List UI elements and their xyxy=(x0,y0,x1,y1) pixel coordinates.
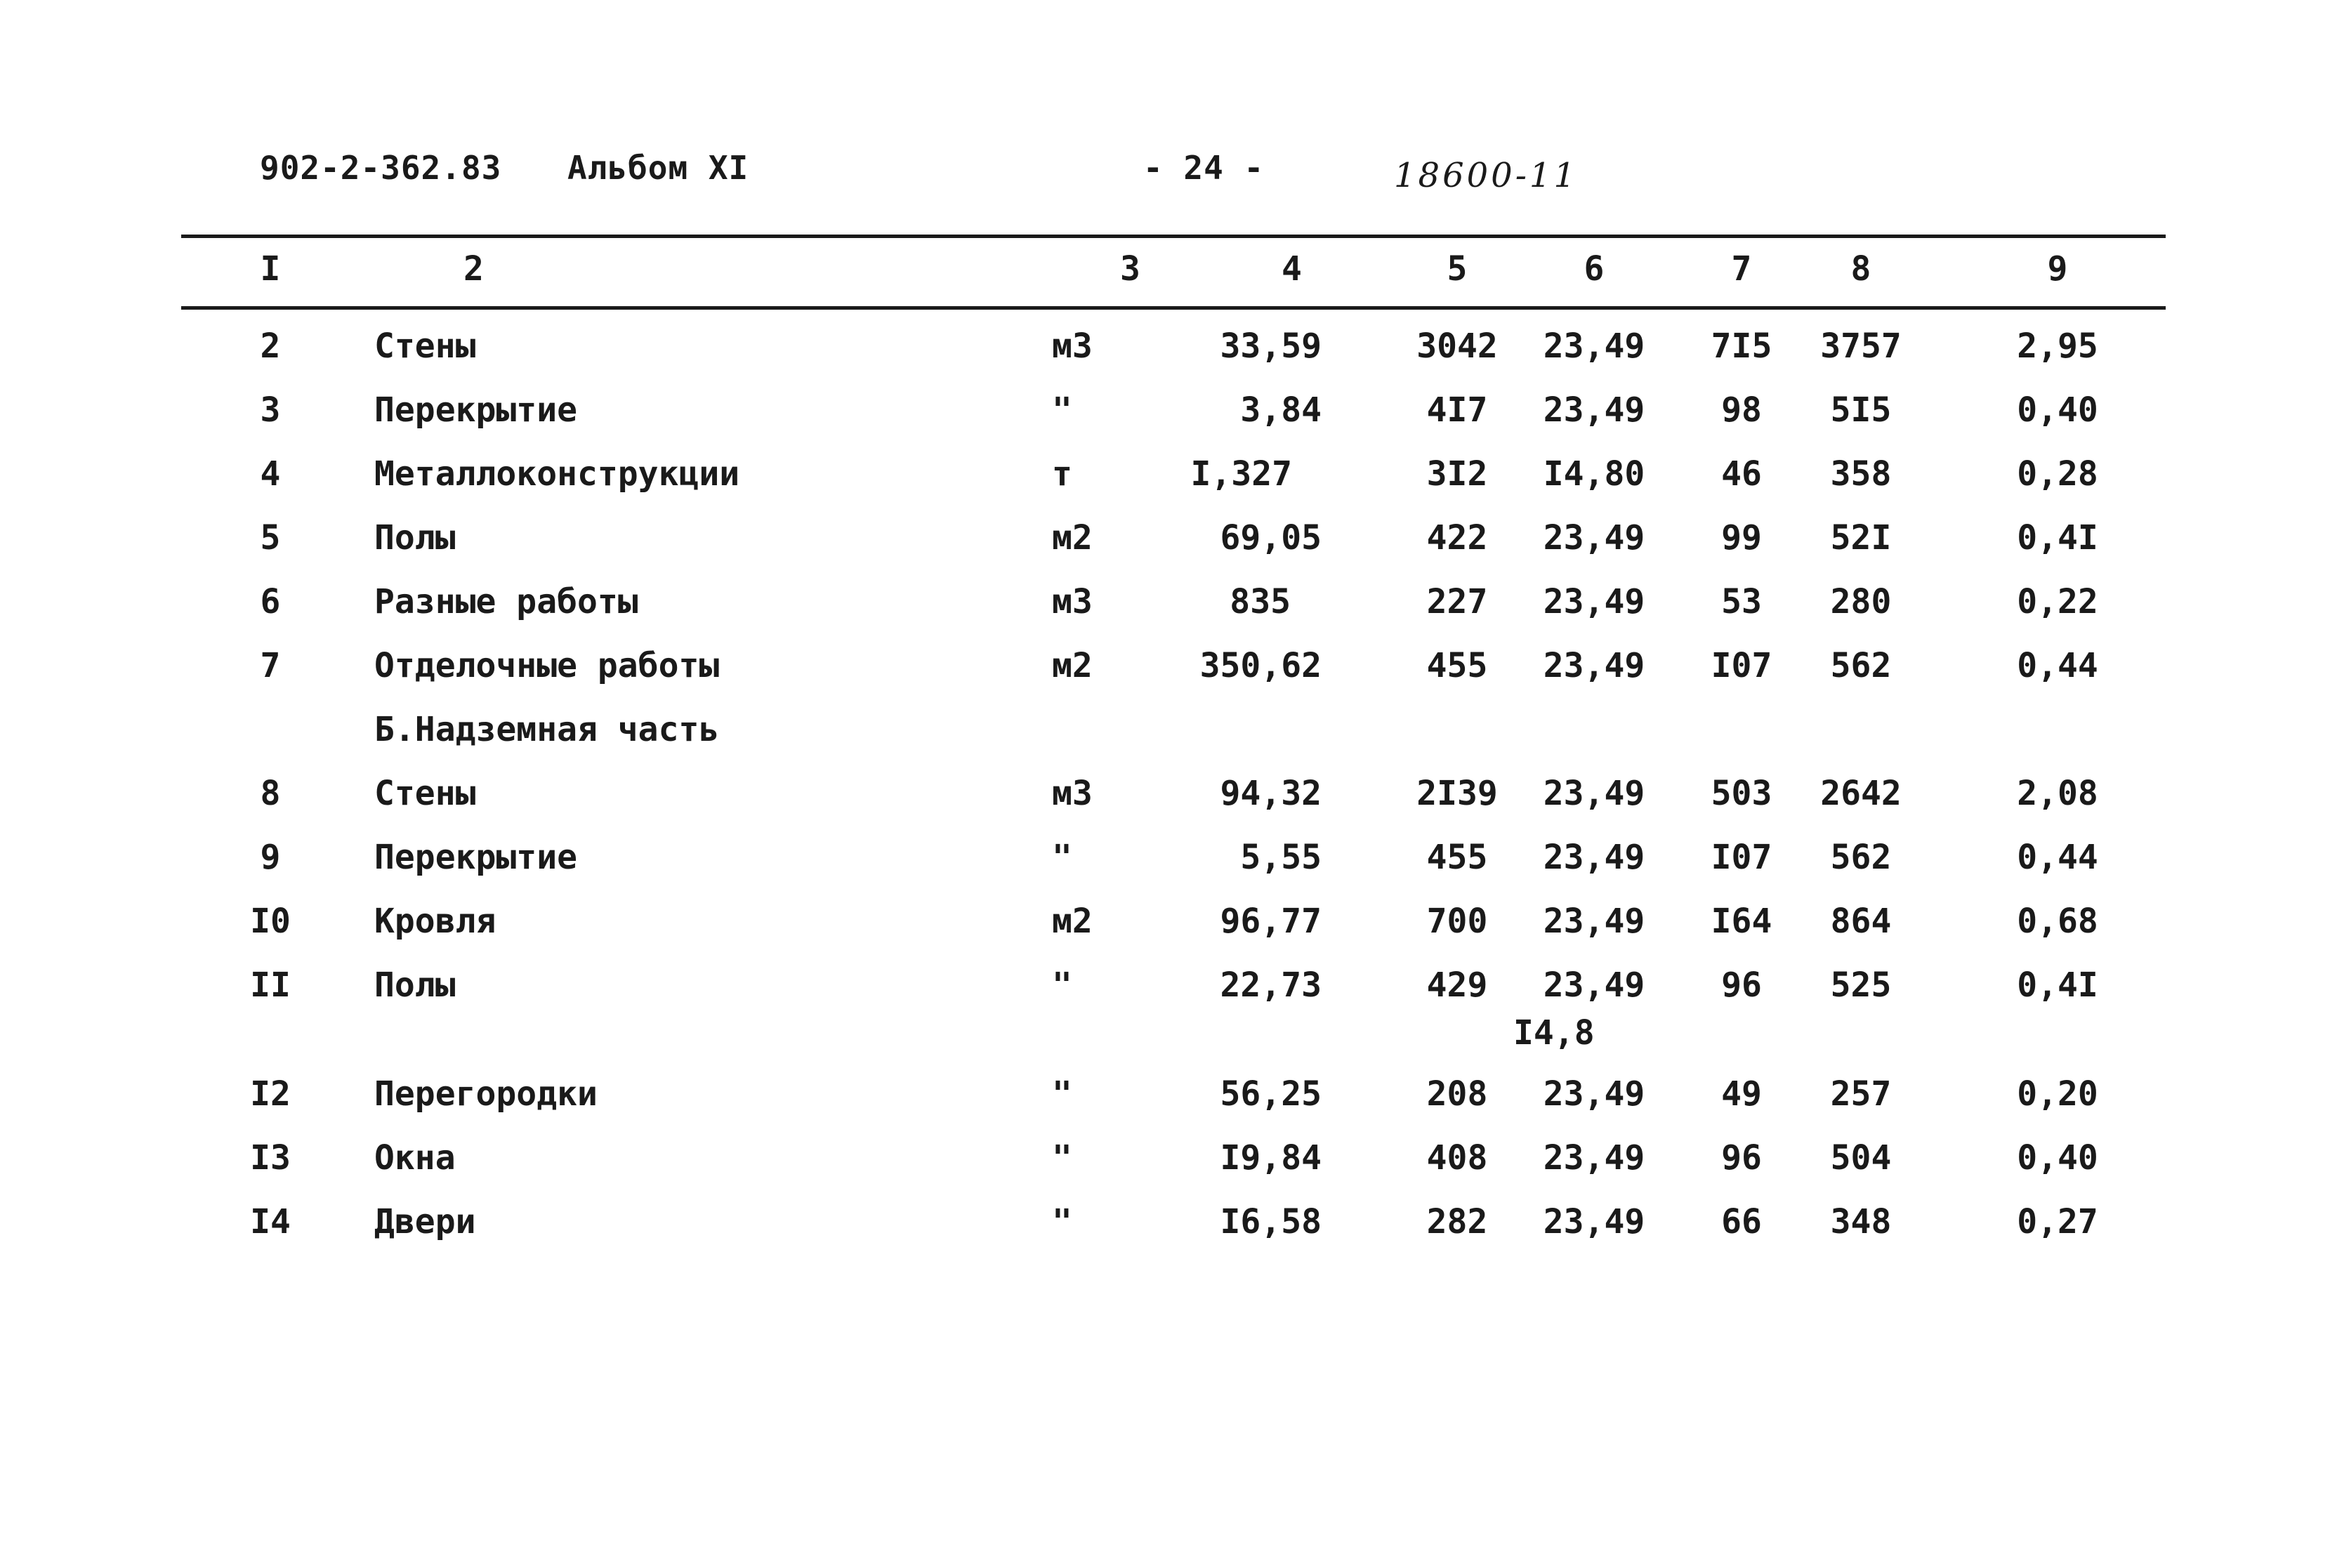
unit: м3 xyxy=(1052,774,1093,813)
value-col6: 23,49 xyxy=(1543,902,1645,941)
value-col5: 422 xyxy=(1426,518,1488,558)
quantity: 69,05 xyxy=(1220,518,1322,558)
unit: м2 xyxy=(1052,646,1093,685)
value-col7: 96 xyxy=(1721,1138,1762,1178)
row-number: 9 xyxy=(260,838,281,877)
value-col9: 0,28 xyxy=(2017,454,2098,494)
value-col9: 0,22 xyxy=(2017,582,2098,621)
work-name: Полы xyxy=(374,966,456,1005)
value-col6: 23,49 xyxy=(1543,1202,1645,1241)
value-col9: 0,40 xyxy=(2017,390,2098,430)
value-col7: 99 xyxy=(1721,518,1762,558)
section-heading-row xyxy=(0,710,2330,773)
work-name: Стены xyxy=(374,774,476,813)
value-col6: 23,49 xyxy=(1543,646,1645,685)
value-col8: 2642 xyxy=(1820,774,1902,813)
value-col8: 358 xyxy=(1830,454,1892,494)
table-row xyxy=(0,1138,2330,1201)
value-col5: 429 xyxy=(1426,966,1488,1005)
value-col7: 503 xyxy=(1711,774,1772,813)
table-row xyxy=(0,774,2330,837)
value-col6: 23,49 xyxy=(1543,966,1645,1005)
table-row xyxy=(0,966,2330,1029)
quantity: 33,59 xyxy=(1220,327,1322,366)
handwritten-inventory-number: 18600-11 xyxy=(1394,156,1578,195)
column-header: I xyxy=(260,249,281,289)
value-col6: 23,49 xyxy=(1543,390,1645,430)
row-number: I3 xyxy=(250,1138,291,1178)
quantity: 22,73 xyxy=(1220,966,1322,1005)
value-col5: 208 xyxy=(1426,1074,1488,1114)
section-heading: Б.Надземная часть xyxy=(374,710,720,749)
table-row xyxy=(0,1074,2330,1138)
unit: " xyxy=(1052,390,1072,430)
value-col6: 23,49 xyxy=(1543,838,1645,877)
value-col8: 562 xyxy=(1830,838,1892,877)
value-col5: 3I2 xyxy=(1426,454,1488,494)
value-col9: 0,27 xyxy=(2017,1202,2098,1241)
value-col5: 2I39 xyxy=(1416,774,1498,813)
quantity: 96,77 xyxy=(1220,902,1322,941)
value-col6: 23,49 xyxy=(1543,327,1645,366)
row-number: I2 xyxy=(250,1074,291,1114)
value-col7: 98 xyxy=(1721,390,1762,430)
row-number: 5 xyxy=(260,518,281,558)
table-row xyxy=(0,838,2330,901)
value-col8: 525 xyxy=(1830,966,1892,1005)
value-col5: 4I7 xyxy=(1426,390,1488,430)
value-col8: 504 xyxy=(1830,1138,1892,1178)
value-col7: 7I5 xyxy=(1711,327,1772,366)
value-col6: 23,49 xyxy=(1543,774,1645,813)
document-code: 902-2-362.83 xyxy=(260,149,502,187)
value-col8: 280 xyxy=(1830,582,1892,621)
column-header: 5 xyxy=(1447,249,1468,289)
value-col6: 23,49 xyxy=(1543,1138,1645,1178)
value-col8: 5I5 xyxy=(1830,390,1892,430)
value-col8: 52I xyxy=(1830,518,1892,558)
value-col9: 0,68 xyxy=(2017,902,2098,941)
quantity: 94,32 xyxy=(1220,774,1322,813)
value-col6: I4,80 xyxy=(1543,454,1645,494)
value-col8: 864 xyxy=(1830,902,1892,941)
value-col9: 0,4I xyxy=(2017,518,2098,558)
unit: м2 xyxy=(1052,902,1093,941)
unit: т xyxy=(1052,454,1072,494)
value-col5: 227 xyxy=(1426,582,1488,621)
column-header: 8 xyxy=(1850,249,1871,289)
table-row xyxy=(0,454,2330,518)
quantity: 835 xyxy=(1230,582,1291,621)
value-col5: 408 xyxy=(1426,1138,1488,1178)
work-name: Кровля xyxy=(374,902,496,941)
table-top-rule xyxy=(181,235,2166,238)
value-col6: 23,49 xyxy=(1543,518,1645,558)
column-header: 6 xyxy=(1584,249,1605,289)
column-header: 9 xyxy=(2047,249,2068,289)
value-col6: 23,49 xyxy=(1543,1074,1645,1114)
value-col7: 49 xyxy=(1721,1074,1762,1114)
unit: м3 xyxy=(1052,327,1093,366)
work-name: Разные работы xyxy=(374,582,638,621)
page-number: - 24 - xyxy=(1143,149,1265,187)
value-col7: I07 xyxy=(1711,838,1772,877)
value-col7: 53 xyxy=(1721,582,1762,621)
row-number: 7 xyxy=(260,646,281,685)
value-col8: 257 xyxy=(1830,1074,1892,1114)
row-11-extra-value: I4,8 xyxy=(1513,1013,1595,1053)
row-number: 6 xyxy=(260,582,281,621)
value-col8: 3757 xyxy=(1820,327,1902,366)
quantity: 56,25 xyxy=(1220,1074,1322,1114)
value-col7: 96 xyxy=(1721,966,1762,1005)
work-name: Перекрытие xyxy=(374,390,577,430)
value-col6: 23,49 xyxy=(1543,582,1645,621)
unit: " xyxy=(1052,838,1072,877)
row-number: II xyxy=(250,966,291,1005)
value-col5: 282 xyxy=(1426,1202,1488,1241)
value-col7: I64 xyxy=(1711,902,1772,941)
quantity: I6,58 xyxy=(1220,1202,1322,1241)
value-col9: 2,95 xyxy=(2017,327,2098,366)
column-header: 7 xyxy=(1731,249,1752,289)
value-col9: 0,20 xyxy=(2017,1074,2098,1114)
unit: " xyxy=(1052,1138,1072,1178)
work-name: Отделочные работы xyxy=(374,646,720,685)
table-header-row xyxy=(0,249,2330,312)
value-col5: 455 xyxy=(1426,838,1488,877)
value-col9: 0,4I xyxy=(2017,966,2098,1005)
unit: " xyxy=(1052,966,1072,1005)
quantity: I,327 xyxy=(1190,454,1292,494)
value-col9: 0,44 xyxy=(2017,838,2098,877)
table-row xyxy=(0,646,2330,709)
quantity: 5,55 xyxy=(1240,838,1322,877)
work-name: Перекрытие xyxy=(374,838,577,877)
table-row xyxy=(0,1202,2330,1265)
value-col5: 700 xyxy=(1426,902,1488,941)
row-number: 2 xyxy=(260,327,281,366)
table-row xyxy=(0,390,2330,454)
work-name: Двери xyxy=(374,1202,476,1241)
value-col5: 455 xyxy=(1426,646,1488,685)
table-row xyxy=(0,518,2330,581)
album-label: Альбом XI xyxy=(567,149,749,187)
table-row xyxy=(0,902,2330,965)
row-number: I0 xyxy=(250,902,291,941)
unit: м3 xyxy=(1052,582,1093,621)
value-col7: 46 xyxy=(1721,454,1762,494)
value-col9: 2,08 xyxy=(2017,774,2098,813)
work-name: Перегородки xyxy=(374,1074,598,1114)
table-row xyxy=(0,582,2330,645)
value-col5: 3042 xyxy=(1416,327,1498,366)
unit: " xyxy=(1052,1202,1072,1241)
value-col8: 348 xyxy=(1830,1202,1892,1241)
work-name: Металлоконструкции xyxy=(374,454,740,494)
row-number: 3 xyxy=(260,390,281,430)
value-col9: 0,40 xyxy=(2017,1138,2098,1178)
unit: м2 xyxy=(1052,518,1093,558)
column-header: 4 xyxy=(1282,249,1302,289)
quantity: 350,62 xyxy=(1199,646,1322,685)
row-number: 4 xyxy=(260,454,281,494)
value-col7: I07 xyxy=(1711,646,1772,685)
row-number: I4 xyxy=(250,1202,291,1241)
value-col7: 66 xyxy=(1721,1202,1762,1241)
column-header: 2 xyxy=(463,249,484,289)
quantity: I9,84 xyxy=(1220,1138,1322,1178)
column-header: 3 xyxy=(1120,249,1140,289)
quantity: 3,84 xyxy=(1240,390,1322,430)
work-name: Окна xyxy=(374,1138,456,1178)
value-col9: 0,44 xyxy=(2017,646,2098,685)
unit: " xyxy=(1052,1074,1072,1114)
work-name: Полы xyxy=(374,518,456,558)
table-row xyxy=(0,327,2330,390)
row-number: 8 xyxy=(260,774,281,813)
work-name: Стены xyxy=(374,327,476,366)
value-col8: 562 xyxy=(1830,646,1892,685)
